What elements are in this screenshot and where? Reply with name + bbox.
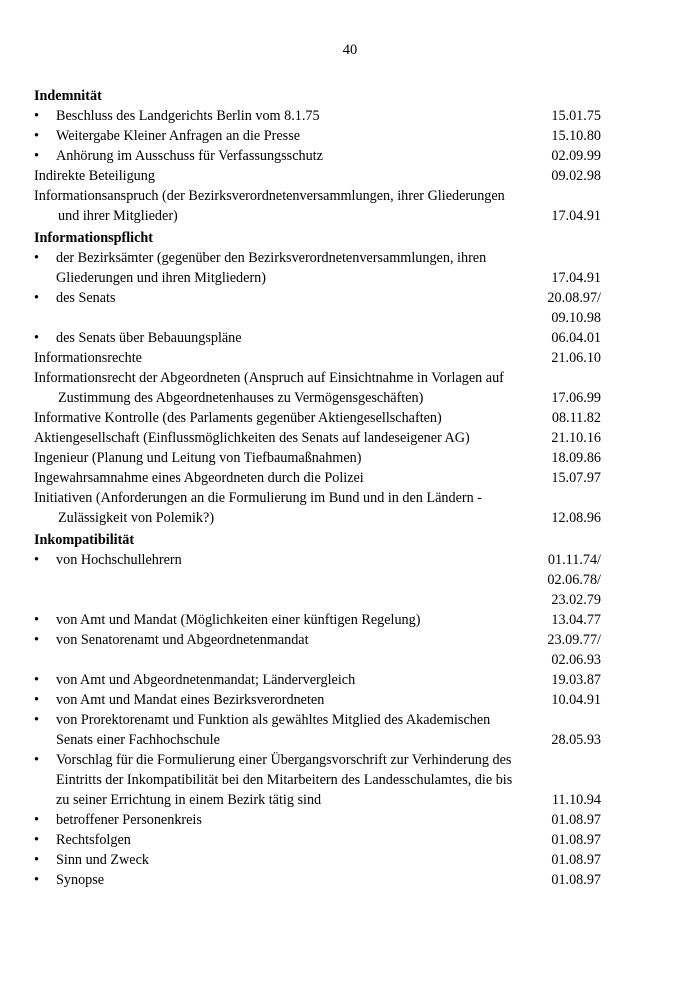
index-subentry [34,870,601,890]
bullet-icon: • [34,852,39,868]
section-heading: Inkompatibilität [34,532,135,548]
entry-text [34,710,521,750]
entry-text [34,550,521,610]
entry-date: 01.11.74/ [547,552,601,568]
entry-line: und ihrer Mitglieder) [58,208,178,224]
entry-dates [521,146,601,166]
entry-date: 02.06.93 [551,652,601,668]
entry-text [34,288,521,328]
entry-line: Zustimmung des Abgeordnetenhauses zu Vermögensgeschäften) [58,390,424,406]
entry-date: 21.10.16 [551,430,601,446]
entry-line: Eintritts der Inkompatibilität bei den Mitarbeitern des Landesschulamtes, die bis [56,772,513,788]
entry-dates [521,186,601,226]
entry-line: Vorschlag für die Formulierung einer Übergangsvorschrift zur Verhinderung des [56,752,512,768]
entry-date: 01.08.97 [551,812,601,828]
entry-line: von Hochschullehrern [56,552,182,568]
entry-text [34,468,521,488]
entry-line: Synopse [56,872,105,888]
entry-dates [521,690,601,710]
index-subentry [34,850,601,870]
entry-date: 28.05.93 [551,732,601,748]
entry-line: Ingenieur (Planung und Leitung von Tiefbaumaßnahmen) [34,450,362,466]
bullet-icon: • [34,148,39,164]
entry-date: 06.04.01 [551,330,601,346]
entry-dates [521,126,601,146]
bullet-icon: • [34,812,39,828]
index-subentry [34,610,601,630]
entry-date: 17.06.99 [551,390,601,406]
bullet-icon: • [34,752,39,768]
bullet-icon: • [34,290,39,306]
index-subentry [34,630,601,670]
bullet-icon: • [34,612,39,628]
entry-line: Zulässigkeit von Polemik?) [58,510,215,526]
entry-dates [521,488,601,528]
section-heading: Indemnität [34,88,102,104]
entry-text [34,610,521,630]
entry-line: der Bezirksämter (gegenüber den Bezirksverordnetenversammlungen, ihren [56,250,487,266]
entry-line: Indirekte Beteiligung [34,168,155,184]
entry-text [34,810,521,830]
entry-dates [521,348,601,368]
entry-text [34,248,521,288]
entry-date: 19.03.87 [551,672,601,688]
index-entry [34,488,601,528]
index-entry [34,186,601,226]
entry-line: von Prorektorenamt und Funktion als gewähltes Mitglied des Akademischen [56,712,491,728]
bullet-icon: • [34,872,39,888]
entry-dates [521,248,601,288]
entry-line: des Senats [56,290,116,306]
entry-dates [521,670,601,690]
entry-dates [521,106,601,126]
bullet-icon: • [34,672,39,688]
entry-dates [521,810,601,830]
entry-date: 23.02.79 [551,592,601,608]
bullet-icon: • [34,712,39,728]
index-entry [34,428,601,448]
entry-dates [521,328,601,348]
entry-date: 17.04.91 [551,208,601,224]
entry-date: 11.10.94 [551,792,601,808]
entry-line: Rechtsfolgen [56,832,131,848]
bullet-icon: • [34,330,39,346]
entry-date: 01.08.97 [551,832,601,848]
entry-line: Anhörung im Ausschuss für Verfassungsschutz [56,148,323,164]
entry-date: 17.04.91 [551,270,601,286]
entry-date: 13.04.77 [551,612,601,628]
entry-line: von Amt und Mandat eines Bezirksverordneten [56,692,325,708]
entry-text [34,488,521,528]
entry-line: Senats einer Fachhochschule [56,732,220,748]
entry-date: 15.10.80 [551,128,601,144]
entry-line: von Amt und Abgeordnetenmandat; Ländervergleich [56,672,356,688]
page-number: 40 [342,42,358,58]
entry-line: betroffener Personenkreis [56,812,202,828]
entry-line: zu seiner Errichtung in einem Bezirk tätig sind [56,792,322,808]
entry-text [34,870,521,890]
index-subentry [34,288,601,328]
entry-date: 09.02.98 [551,168,601,184]
entry-date: 20.08.97/ [547,290,601,306]
entry-date: 08.11.82 [551,410,601,426]
entry-line: Informationsrecht der Abgeordneten (Anspruch auf Einsichtnahme in Vorlagen auf [34,370,504,386]
entry-line: von Senatorenamt und Abgeordnetenmandat [56,632,309,648]
entry-dates [521,630,601,670]
entry-text [34,186,521,226]
entry-text [34,368,521,408]
index-entry [34,166,601,186]
entry-text [34,328,521,348]
entry-dates [521,448,601,468]
entry-line: Informationsrechte [34,350,142,366]
entry-text [34,428,521,448]
bullet-icon: • [34,128,39,144]
entry-line: Weitergabe Kleiner Anfragen an die Presse [56,128,301,144]
entry-line: Initiativen (Anforderungen an die Formulierung im Bund und in den Ländern - [34,490,482,506]
index-subentry [34,106,601,126]
entry-text [34,690,521,710]
bullet-icon: • [34,632,39,648]
entry-line: Informative Kontrolle (des Parlaments gegenüber Aktiengesellschaften) [34,410,442,426]
entry-line: des Senats über Bebauungspläne [56,330,242,346]
entry-dates [521,750,601,810]
entry-line: Aktiengesellschaft (Einflussmöglichkeiten des Senats auf landeseigener AG) [34,430,470,446]
entry-dates [521,408,601,428]
index-entry [34,468,601,488]
entry-line: Ingewahrsamnahme eines Abgeordneten durch die Polizei [34,470,364,486]
entry-text [34,850,521,870]
entry-dates [521,550,601,610]
entry-date: 12.08.96 [551,510,601,526]
entry-date: 09.10.98 [551,310,601,326]
index-subentry [34,810,601,830]
entry-line: Beschluss des Landgerichts Berlin vom 8.1.75 [56,108,320,124]
entry-dates [521,610,601,630]
bullet-icon: • [34,250,39,266]
index-subentry [34,248,601,288]
entry-text [34,408,521,428]
entry-date: 01.08.97 [551,872,601,888]
index-subentry [34,670,601,690]
bullet-icon: • [34,692,39,708]
entry-text [34,750,521,810]
entry-dates [521,710,601,750]
entry-date: 15.01.75 [551,108,601,124]
entry-dates [521,166,601,186]
entry-dates [521,428,601,448]
index-subentry [34,328,601,348]
index-subentry [34,690,601,710]
entry-date: 02.06.78/ [547,572,601,588]
entry-dates [521,850,601,870]
index-entry [34,448,601,468]
entry-text [34,146,521,166]
entry-dates [521,468,601,488]
entry-dates [521,368,601,408]
index-subentry [34,750,601,810]
entry-dates [521,830,601,850]
entry-text [34,448,521,468]
bullet-icon: • [34,108,39,124]
entry-text [34,166,521,186]
entry-text [34,630,521,670]
entry-line: Gliederungen und ihren Mitgliedern) [56,270,266,286]
index-list [34,86,601,890]
entry-date: 21.06.10 [551,350,601,366]
index-entry [34,408,601,428]
entry-dates [521,288,601,328]
entry-line: Sinn und Zweck [56,852,149,868]
section-heading: Informationspflicht [34,230,154,246]
entry-date: 02.09.99 [551,148,601,164]
index-subentry [34,830,601,850]
entry-date: 18.09.86 [551,450,601,466]
entry-text [34,670,521,690]
index-subentry [34,710,601,750]
index-subentry [34,550,601,610]
entry-date: 15.07.97 [551,470,601,486]
bullet-icon: • [34,832,39,848]
entry-date: 23.09.77/ [547,632,601,648]
entry-text [34,126,521,146]
index-subentry [34,126,601,146]
entry-date: 01.08.97 [551,852,601,868]
index-subentry [34,146,601,166]
index-entry [34,368,601,408]
entry-text [34,348,521,368]
entry-text [34,830,521,850]
entry-text [34,106,521,126]
index-entry [34,348,601,368]
entry-dates [521,870,601,890]
entry-line: von Amt und Mandat (Möglichkeiten einer künftigen Regelung) [56,612,421,628]
entry-line: Informationsanspruch (der Bezirksverordnetenversammlungen, ihrer Gliederungen [34,188,505,204]
entry-date: 10.04.91 [551,692,601,708]
bullet-icon: • [34,552,39,568]
